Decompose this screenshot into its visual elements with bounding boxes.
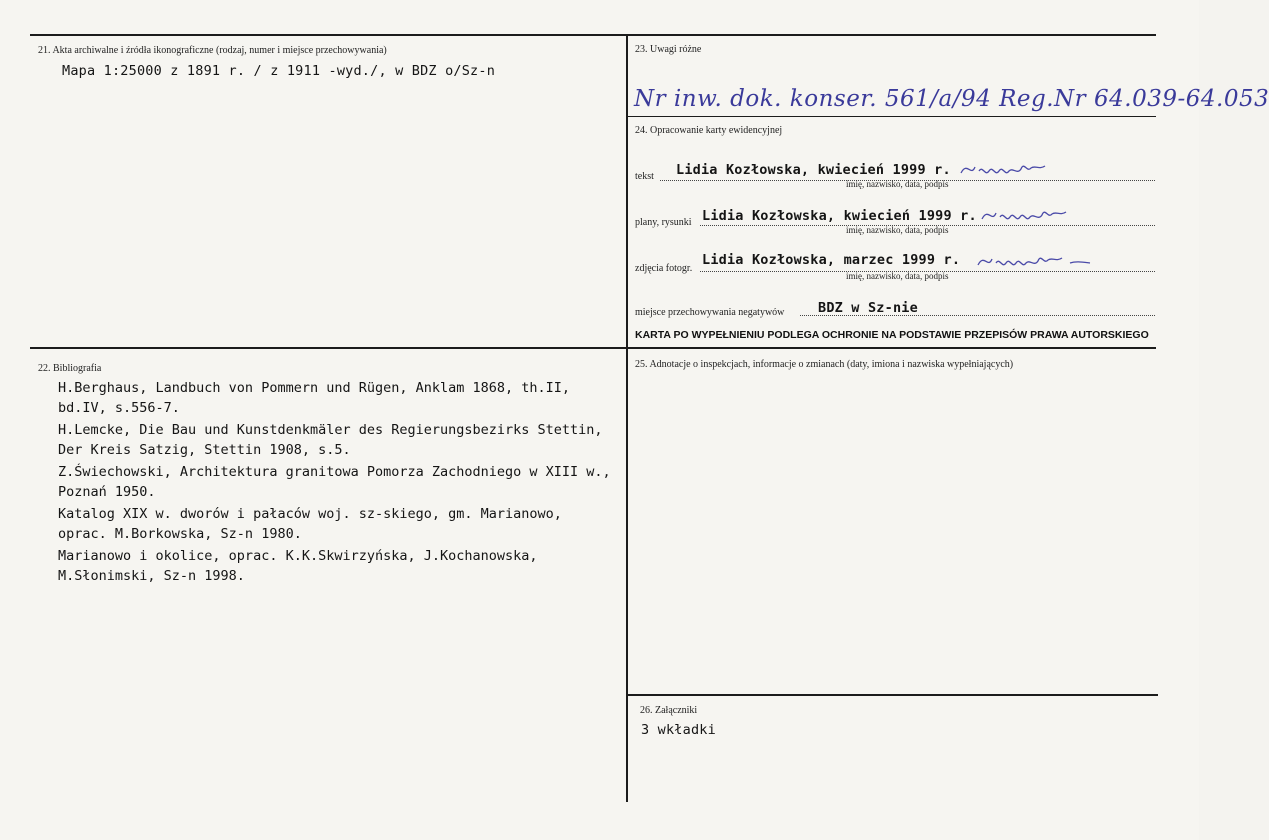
s24-copyright-notice: KARTA PO WYPEŁNIENIU PODLEGA OCHRONIE NA PODSTAWIE PRZEPISÓW PRAWA AUTORSKIEGO (635, 329, 1149, 341)
top-border (30, 34, 1156, 36)
s24-negatives-value: BDZ w Sz-nie (818, 300, 918, 316)
s26-top-border (628, 694, 1158, 696)
s22-label: 22. Bibliografia (38, 363, 102, 374)
signature-1-icon (957, 157, 1067, 181)
middle-border (30, 347, 1156, 349)
s22-bibliography-entry: Katalog XIX w. dworów i pałaców woj. sz-skiego, gm. Marianowo, oprac. M.Borkowska, Sz-n 1980. (58, 506, 562, 542)
s24-row-plans-value: Lidia Kozłowska, kwiecień 1999 r. (702, 208, 977, 224)
s24-row-text-value: Lidia Kozłowska, kwiecień 1999 r. (676, 162, 951, 178)
s24-row-photos-label: zdjęcia fotogr. (635, 263, 693, 274)
s22-bibliography-entry: Marianowo i okolice, oprac. K.K.Skwirzyńska, J.Kochanowska, M.Słonimski, Sz-n 1998. (58, 548, 538, 584)
s26-attachments-text: 3 wkładki (641, 722, 716, 738)
center-divider (626, 34, 628, 802)
s24-negatives-label: miejsce przechowywania negatywów (635, 307, 785, 318)
s24-row-text-sublabel: imię, nazwisko, data, podpis (846, 179, 949, 189)
s22-bibliography-entry: Z.Świechowski, Architektura granitowa Pomorza Zachodniego w XIII w., Poznań 1950. (58, 464, 611, 500)
s21-archival-text: Mapa 1:25000 z 1891 r. / z 1911 -wyd./, w BDZ o/Sz-n (62, 63, 496, 79)
s24-row-photos-value: Lidia Kozłowska, marzec 1999 r. (702, 252, 961, 268)
signature-3-icon (974, 249, 1094, 273)
s24-row-text-label: tekst (635, 171, 654, 182)
s24-row-plans-label: plany, rysunki (635, 217, 692, 228)
signature-2-icon (978, 203, 1088, 227)
s23-label: 23. Uwagi różne (635, 44, 702, 55)
s24-label: 24. Opracowanie karty ewidencyjnej (635, 125, 783, 136)
s22-bibliography-entry: H.Berghaus, Landbuch von Pommern und Rügen, Anklam 1868, th.II, bd.IV, s.556-7. (58, 380, 571, 416)
s25-label: 25. Adnotacje o inspekcjach, informacje o zmianach (daty, imiona i nazwiska wypełniających) (635, 359, 1014, 370)
s26-label: 26. Załączniki (640, 705, 698, 716)
s24-row-plans-sublabel: imię, nazwisko, data, podpis (846, 225, 949, 235)
s24-row-photos-sublabel: imię, nazwisko, data, podpis (846, 271, 949, 281)
s23-handwritten-note: Nr inw. dok. konser. 561/a/94 Reg.Nr 64.039-64.053 (634, 86, 1269, 112)
s21-label: 21. Akta archiwalne i źródła ikonograficzne (rodzaj, numer i miejsce przechowywania) (38, 45, 387, 56)
s24-top-border (628, 116, 1156, 117)
s22-bibliography-entry: H.Lemcke, Die Bau und Kunstdenkmäler des Regierungsbezirks Stettin, Der Kreis Satzig, Stettin 1908, s.5. (58, 422, 603, 458)
